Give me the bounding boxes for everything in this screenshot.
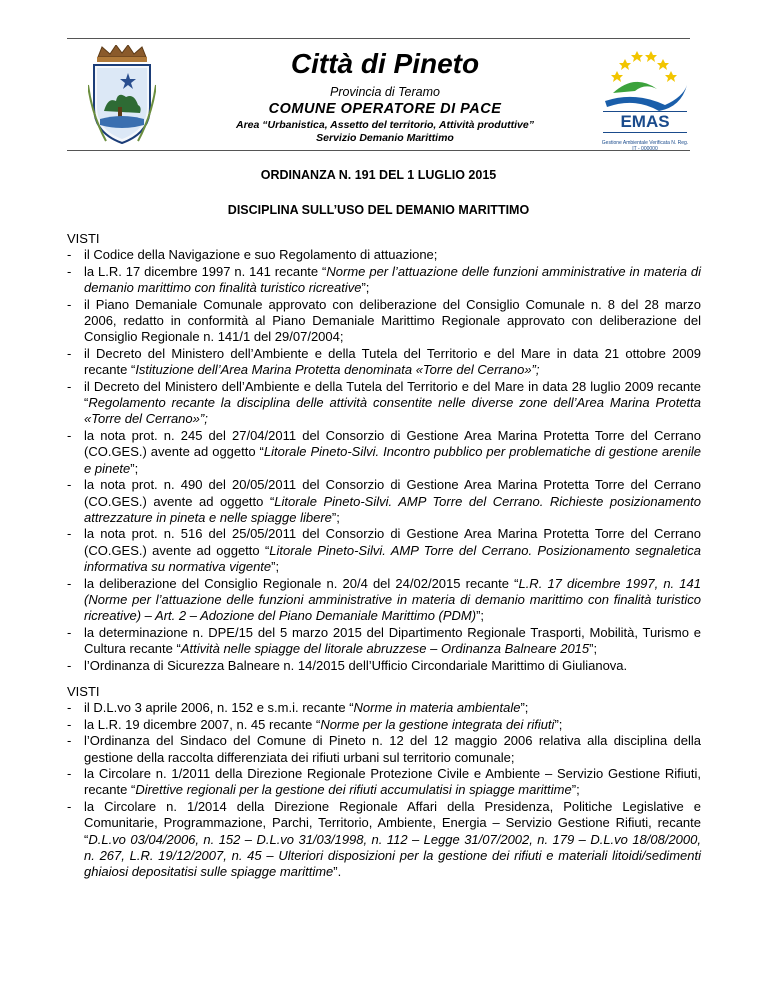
italic-citation: Direttive regionali per la gestione dei rifiuti accumulatisi in spiagge marittime	[135, 782, 572, 798]
italic-citation: L.R. 17 dicembre 1997, n. 141 (Norme per l’attuazione delle funzioni amministrative in materia di demanio marittimo con finalità turistico ricreative) – Art. 2 – Adozione del Piano Demaniale Marittimo (PDM)	[84, 575, 702, 624]
item-text: ”.	[333, 864, 342, 880]
item-text: la nota prot. n. 516 del 25/05/2011 del Consorzio di Gestione Area Marina Protetta Torre del Cerrano (CO.GES.) avente ad oggetto “	[84, 526, 701, 558]
item-text: la L.R. 17 dicembre 1997 n. 141 recante “	[84, 263, 327, 279]
visti-item	[67, 379, 701, 428]
section-heading: VISTI	[67, 231, 100, 246]
item-text: la Circolare n. 1/2014 della Direzione Regionale Affari della Presidenza, Politiche Legislative e Comunitarie, Programmazione, Parchi, Territorio, Ambiente, Energia – Servizio Gestione Rifiuti, recante “	[84, 798, 701, 847]
peace-title: COMUNE OPERATORE DI PACE	[268, 101, 502, 117]
italic-citation: Regolamento recante la disciplina delle attività consentite nelle diverse zone dell’Area Marina Protetta «Torre del Cerrano»”;	[84, 395, 701, 427]
visti-item	[67, 799, 701, 881]
visti-item	[67, 526, 701, 575]
city-crest-icon	[88, 45, 156, 147]
ordinance-title: ORDINANZA N. 191 DEL 1 LUGLIO 2015	[260, 168, 497, 182]
service-name: Servizio Demanio Marittimo	[316, 132, 454, 144]
item-text: l’Ordinanza del Sindaco del Comune di Pineto n. 12 del 12 maggio 2006 relativa alla disciplina della gestione della raccolta differenziata dei rifiuti urbani sul territorio comunale;	[84, 733, 701, 765]
visti-item	[67, 658, 701, 674]
item-text: il D.L.vo 3 aprile 2006, n. 152 e s.m.i. recante “	[84, 700, 354, 716]
emas-logo-icon	[595, 45, 695, 145]
item-text: ”;	[271, 559, 280, 575]
item-text: il Codice della Navigazione e suo Regolamento di attuazione;	[84, 247, 438, 263]
item-text: la determinazione n. DPE/15 del 5 marzo 2015 del Dipartimento Regionale Trasporti, Mobilità, Turismo e Cultura recante “	[84, 624, 701, 657]
emas-logo-text: EMAS	[620, 112, 670, 131]
section-visti-1	[67, 231, 701, 674]
italic-citation: Norme in materia ambientale	[353, 700, 521, 716]
visti-item	[67, 700, 701, 716]
item-text: la Circolare n. 1/2011 della Direzione Regionale Protezione Civile e Ambiente – Servizio Gestione Rifiuti, recante “	[84, 766, 701, 798]
italic-citation: D.L.vo 03/04/2006, n. 152 – D.L.vo 31/03/1998, n. 112 – Legge 31/07/2002, n. 179 – D.L.vo 18/08/2000, n. 267, L.R. 19/12/2007, n. 45 – Ulteriori disposizioni per la gestione dei rifiuti e materiali litoidi/sedimenti ghiaiosi depositatisi sulle spiagge marittime	[84, 831, 701, 880]
item-text: il Piano Demaniale Comunale approvato con deliberazione del Consiglio Comunale n. 8 del 28 marzo 2006, redatto in conformità al Piano Demaniale Marittimo Regionale approvato con deliberazione del Consiglio Regionale n. 141/1 del 29/07/2004;	[84, 296, 701, 345]
italic-citation: Norme per la gestione integrata dei rifiuti	[320, 716, 555, 732]
section-heading: VISTI	[67, 684, 100, 699]
ordinance-subject: DISCIPLINA SULL’USO DEL DEMANIO MARITTIMO	[227, 203, 530, 217]
italic-citation: Istituzione dell’Area Marina Protetta denominata «Torre del Cerrano»”;	[135, 362, 540, 378]
visti-item	[67, 576, 701, 625]
emas-caption: Gestione Ambientale Verificata N. Reg. IT - 000000	[601, 140, 689, 152]
italic-citation: Litorale Pineto-Silvi. AMP Torre del Cerrano. Richieste posizionamento attrezzature in pineta e nelle spiagge libere	[84, 493, 701, 525]
item-text: ”;	[589, 641, 598, 657]
italic-citation: Attività nelle spiagge del litorale abruzzese – Ordinanza Balneare 2015	[180, 641, 590, 657]
visti-item	[67, 766, 701, 799]
header-bottom-rule	[67, 150, 690, 151]
italic-citation: Litorale Pineto-Silvi. AMP Torre del Cerrano. Posizionamento segnaletica informativa su normativa vigente	[84, 542, 701, 575]
visti-item	[67, 297, 701, 346]
item-text: ”;	[476, 608, 485, 624]
italic-citation: Litorale Pineto-Silvi. Incontro pubblico per problematiche di gestione arenile e pinete	[84, 444, 701, 476]
item-text: ”;	[520, 700, 529, 716]
item-text: ”;	[361, 280, 370, 296]
visti-item	[67, 264, 701, 297]
item-text: la L.R. 19 dicembre 2007, n. 45 recante “	[84, 716, 321, 732]
item-text: ”;	[571, 782, 580, 798]
visti-item	[67, 428, 701, 477]
visti-item	[67, 733, 701, 766]
area-name: Area “Urbanistica, Assetto del territorio, Attività produttive”	[236, 119, 534, 131]
item-text: il Decreto del Ministero dell’Ambiente e della Tutela del Territorio e del Mare in data 21 ottobre 2009 recante “	[84, 345, 701, 378]
item-text: il Decreto del Ministero dell’Ambiente e della Tutela del Territorio e del Mare in data 28 luglio 2009 recante “	[84, 378, 701, 411]
section-visti-2	[67, 684, 701, 881]
item-text: la nota prot. n. 490 del 20/05/2011 del Consorzio di Gestione Area Marina Protetta Torre del Cerrano (CO.GES.) avente ad oggetto “	[84, 477, 701, 509]
visti-item	[67, 625, 701, 658]
header-top-rule	[67, 38, 690, 39]
city-name: Città di Pineto	[290, 48, 480, 79]
item-text: la nota prot. n. 245 del 27/04/2011 del Consorzio di Gestione Area Marina Protetta Torre del Cerrano (CO.GES.) avente ad oggetto “	[84, 427, 701, 460]
province-name: Provincia di Teramo	[329, 85, 440, 99]
item-text: ”;	[130, 460, 139, 476]
item-text: la deliberazione del Consiglio Regionale n. 20/4 del 24/02/2015 recante “	[84, 575, 519, 591]
visti-list	[67, 247, 701, 674]
visti-item	[67, 247, 701, 263]
visti-item	[67, 717, 701, 733]
visti-list	[67, 700, 701, 880]
item-text: l’Ordinanza di Sicurezza Balneare n. 14/2015 dell’Ufficio Circondariale Marittimo di Giulianova.	[84, 657, 628, 673]
visti-item	[67, 477, 701, 526]
item-text: ”;	[554, 716, 563, 732]
visti-item	[67, 346, 701, 379]
italic-citation: Norme per l’attuazione delle funzioni amministrative in materia di demanio marittimo con finalità turistico ricreative	[84, 263, 701, 296]
item-text: ”;	[331, 509, 340, 525]
